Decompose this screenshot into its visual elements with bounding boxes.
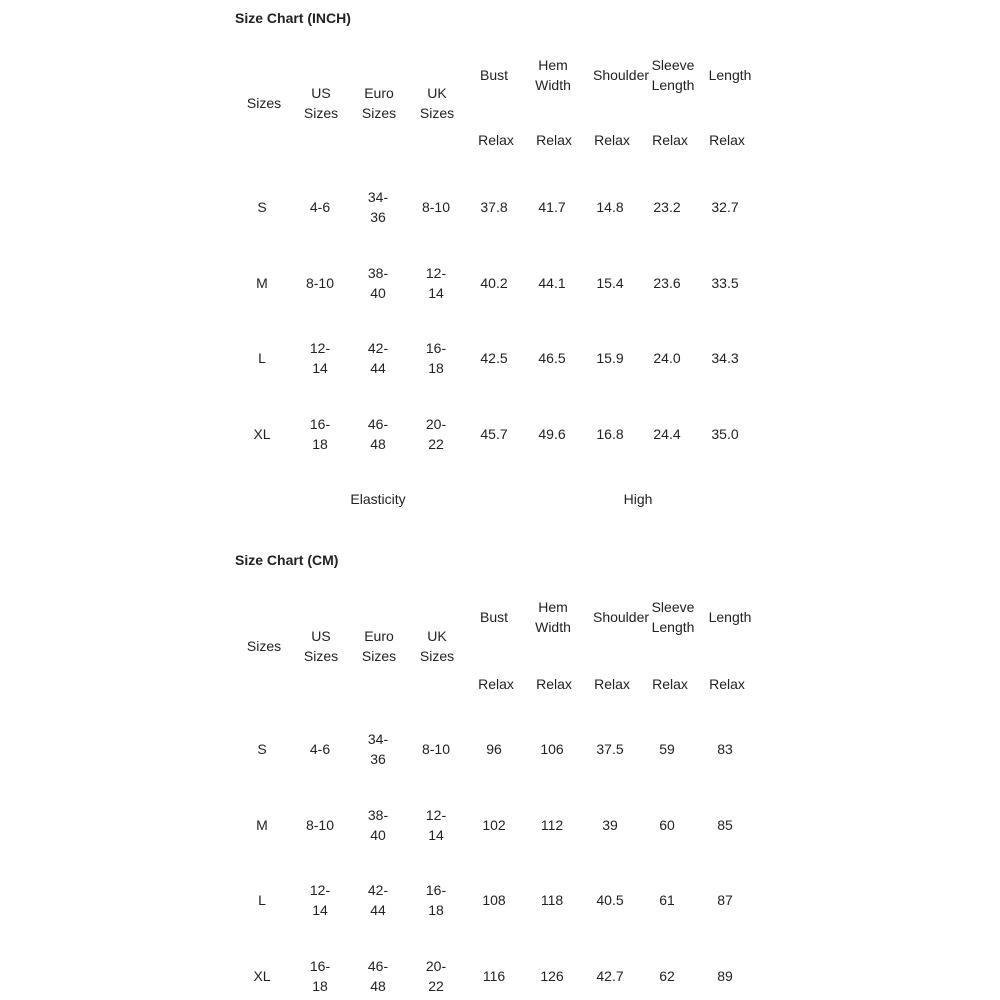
inch-cell-euro: 46- 48: [367, 416, 389, 452]
cm-cell-sleeve-length: 59: [659, 741, 675, 757]
inch-cell-uk: 20- 22: [425, 416, 447, 452]
inch-cell-length: 33.5: [711, 275, 739, 291]
cm-cell-uk: 20- 22: [425, 958, 447, 994]
cm-cell-uk: 16- 18: [425, 882, 447, 918]
cm-cell-length: 87: [717, 892, 733, 908]
cm-cell-us: 4-6: [309, 741, 331, 757]
cm-header-sleeve-length: Sleeve Length: [651, 599, 695, 635]
inch-cell-us: 16- 18: [309, 416, 331, 452]
inch-cell-size: L: [258, 350, 266, 366]
cm-cell-bust: 116: [482, 968, 506, 984]
cm-cell-euro: 46- 48: [367, 958, 389, 994]
cm-subheader-relax: Relax: [709, 676, 745, 692]
cm-cell-uk: 12- 14: [425, 807, 447, 843]
cm-cell-hem-width: 106: [540, 741, 564, 757]
cm-cell-euro: 42- 44: [367, 882, 389, 918]
cm-cell-shoulder: 37.5: [596, 741, 624, 757]
cm-cell-euro: 38- 40: [367, 807, 389, 843]
inch-header-euro-sizes: Euro Sizes: [361, 85, 397, 121]
inch-subheader-relax: Relax: [709, 132, 745, 148]
inch-cell-size: XL: [253, 426, 271, 442]
cm-cell-length: 89: [717, 968, 733, 984]
inch-header-bust: Bust: [479, 67, 509, 83]
inch-header-sleeve-length: Sleeve Length: [651, 57, 695, 93]
cm-chart-title: Size Chart (CM): [235, 552, 339, 568]
inch-cell-us: 12- 14: [309, 340, 331, 376]
inch-cell-shoulder: 15.4: [596, 275, 624, 291]
inch-cell-euro: 42- 44: [367, 340, 389, 376]
cm-cell-size: L: [258, 892, 266, 908]
inch-cell-bust: 42.5: [480, 350, 508, 366]
cm-cell-shoulder: 39: [602, 817, 618, 833]
cm-cell-bust: 108: [482, 892, 506, 908]
inch-chart-title: Size Chart (INCH): [235, 10, 351, 26]
cm-cell-euro: 34- 36: [367, 731, 389, 767]
cm-cell-bust: 96: [486, 741, 502, 757]
inch-cell-uk: 8-10: [421, 199, 451, 215]
inch-cell-us: 8-10: [305, 275, 335, 291]
cm-cell-bust: 102: [482, 817, 506, 833]
inch-subheader-relax: Relax: [594, 132, 630, 148]
inch-cell-us: 4-6: [309, 199, 331, 215]
cm-subheader-relax: Relax: [536, 676, 572, 692]
cm-header-hem-width: Hem Width: [535, 599, 571, 635]
cm-cell-size: S: [257, 741, 267, 757]
inch-header-hem-width: Hem Width: [535, 57, 571, 93]
cm-cell-us: 16- 18: [309, 958, 331, 994]
cm-subheader-relax: Relax: [652, 676, 688, 692]
cm-cell-shoulder: 42.7: [596, 968, 624, 984]
inch-header-length: Length: [708, 67, 752, 83]
cm-cell-hem-width: 126: [540, 968, 564, 984]
cm-cell-sleeve-length: 62: [659, 968, 675, 984]
inch-cell-bust: 40.2: [480, 275, 508, 291]
inch-cell-hem-width: 44.1: [538, 275, 566, 291]
inch-cell-size: S: [257, 199, 267, 215]
inch-cell-shoulder: 14.8: [596, 199, 624, 215]
cm-header-shoulder: Shoulder: [592, 609, 650, 625]
cm-header-us-sizes: US Sizes: [303, 628, 339, 664]
inch-cell-sleeve-length: 24.0: [653, 350, 681, 366]
inch-cell-length: 32.7: [711, 199, 739, 215]
inch-cell-bust: 45.7: [480, 426, 508, 442]
inch-header-shoulder: Shoulder: [592, 67, 650, 83]
cm-header-bust: Bust: [479, 609, 509, 625]
inch-cell-sleeve-length: 23.2: [653, 199, 681, 215]
cm-header-sizes: Sizes: [246, 638, 282, 654]
cm-cell-sleeve-length: 61: [659, 892, 675, 908]
cm-cell-size: M: [256, 817, 268, 833]
inch-cell-hem-width: 49.6: [538, 426, 566, 442]
cm-header-euro-sizes: Euro Sizes: [361, 628, 397, 664]
inch-cell-shoulder: 15.9: [596, 350, 624, 366]
cm-cell-hem-width: 118: [540, 892, 564, 908]
cm-subheader-relax: Relax: [478, 676, 514, 692]
cm-cell-hem-width: 112: [540, 817, 564, 833]
inch-subheader-relax: Relax: [536, 132, 572, 148]
inch-cell-bust: 37.8: [480, 199, 508, 215]
inch-cell-hem-width: 41.7: [538, 199, 566, 215]
inch-cell-sleeve-length: 24.4: [653, 426, 681, 442]
inch-cell-length: 34.3: [711, 350, 739, 366]
inch-header-us-sizes: US Sizes: [303, 85, 339, 121]
inch-cell-uk: 16- 18: [425, 340, 447, 376]
inch-subheader-relax: Relax: [478, 132, 514, 148]
cm-cell-length: 85: [717, 817, 733, 833]
cm-subheader-relax: Relax: [594, 676, 630, 692]
inch-header-sizes: Sizes: [246, 95, 282, 111]
inch-cell-euro: 38- 40: [367, 265, 389, 301]
inch-cell-length: 35.0: [711, 426, 739, 442]
inch-cell-uk: 12- 14: [425, 265, 447, 301]
cm-cell-length: 83: [717, 741, 733, 757]
inch-cell-size: M: [256, 275, 268, 291]
cm-cell-size: XL: [253, 968, 271, 984]
inch-cell-euro: 34- 36: [367, 189, 389, 225]
cm-header-uk-sizes: UK Sizes: [419, 628, 455, 664]
cm-cell-uk: 8-10: [421, 741, 451, 757]
elasticity-label: Elasticity: [350, 491, 406, 507]
inch-cell-sleeve-length: 23.6: [653, 275, 681, 291]
cm-cell-sleeve-length: 60: [659, 817, 675, 833]
cm-cell-us: 12- 14: [309, 882, 331, 918]
cm-cell-shoulder: 40.5: [596, 892, 624, 908]
cm-header-length: Length: [708, 609, 752, 625]
inch-subheader-relax: Relax: [652, 132, 688, 148]
inch-header-uk-sizes: UK Sizes: [419, 85, 455, 121]
cm-cell-us: 8-10: [305, 817, 335, 833]
inch-cell-shoulder: 16.8: [596, 426, 624, 442]
elasticity-value: High: [623, 491, 653, 507]
inch-cell-hem-width: 46.5: [538, 350, 566, 366]
